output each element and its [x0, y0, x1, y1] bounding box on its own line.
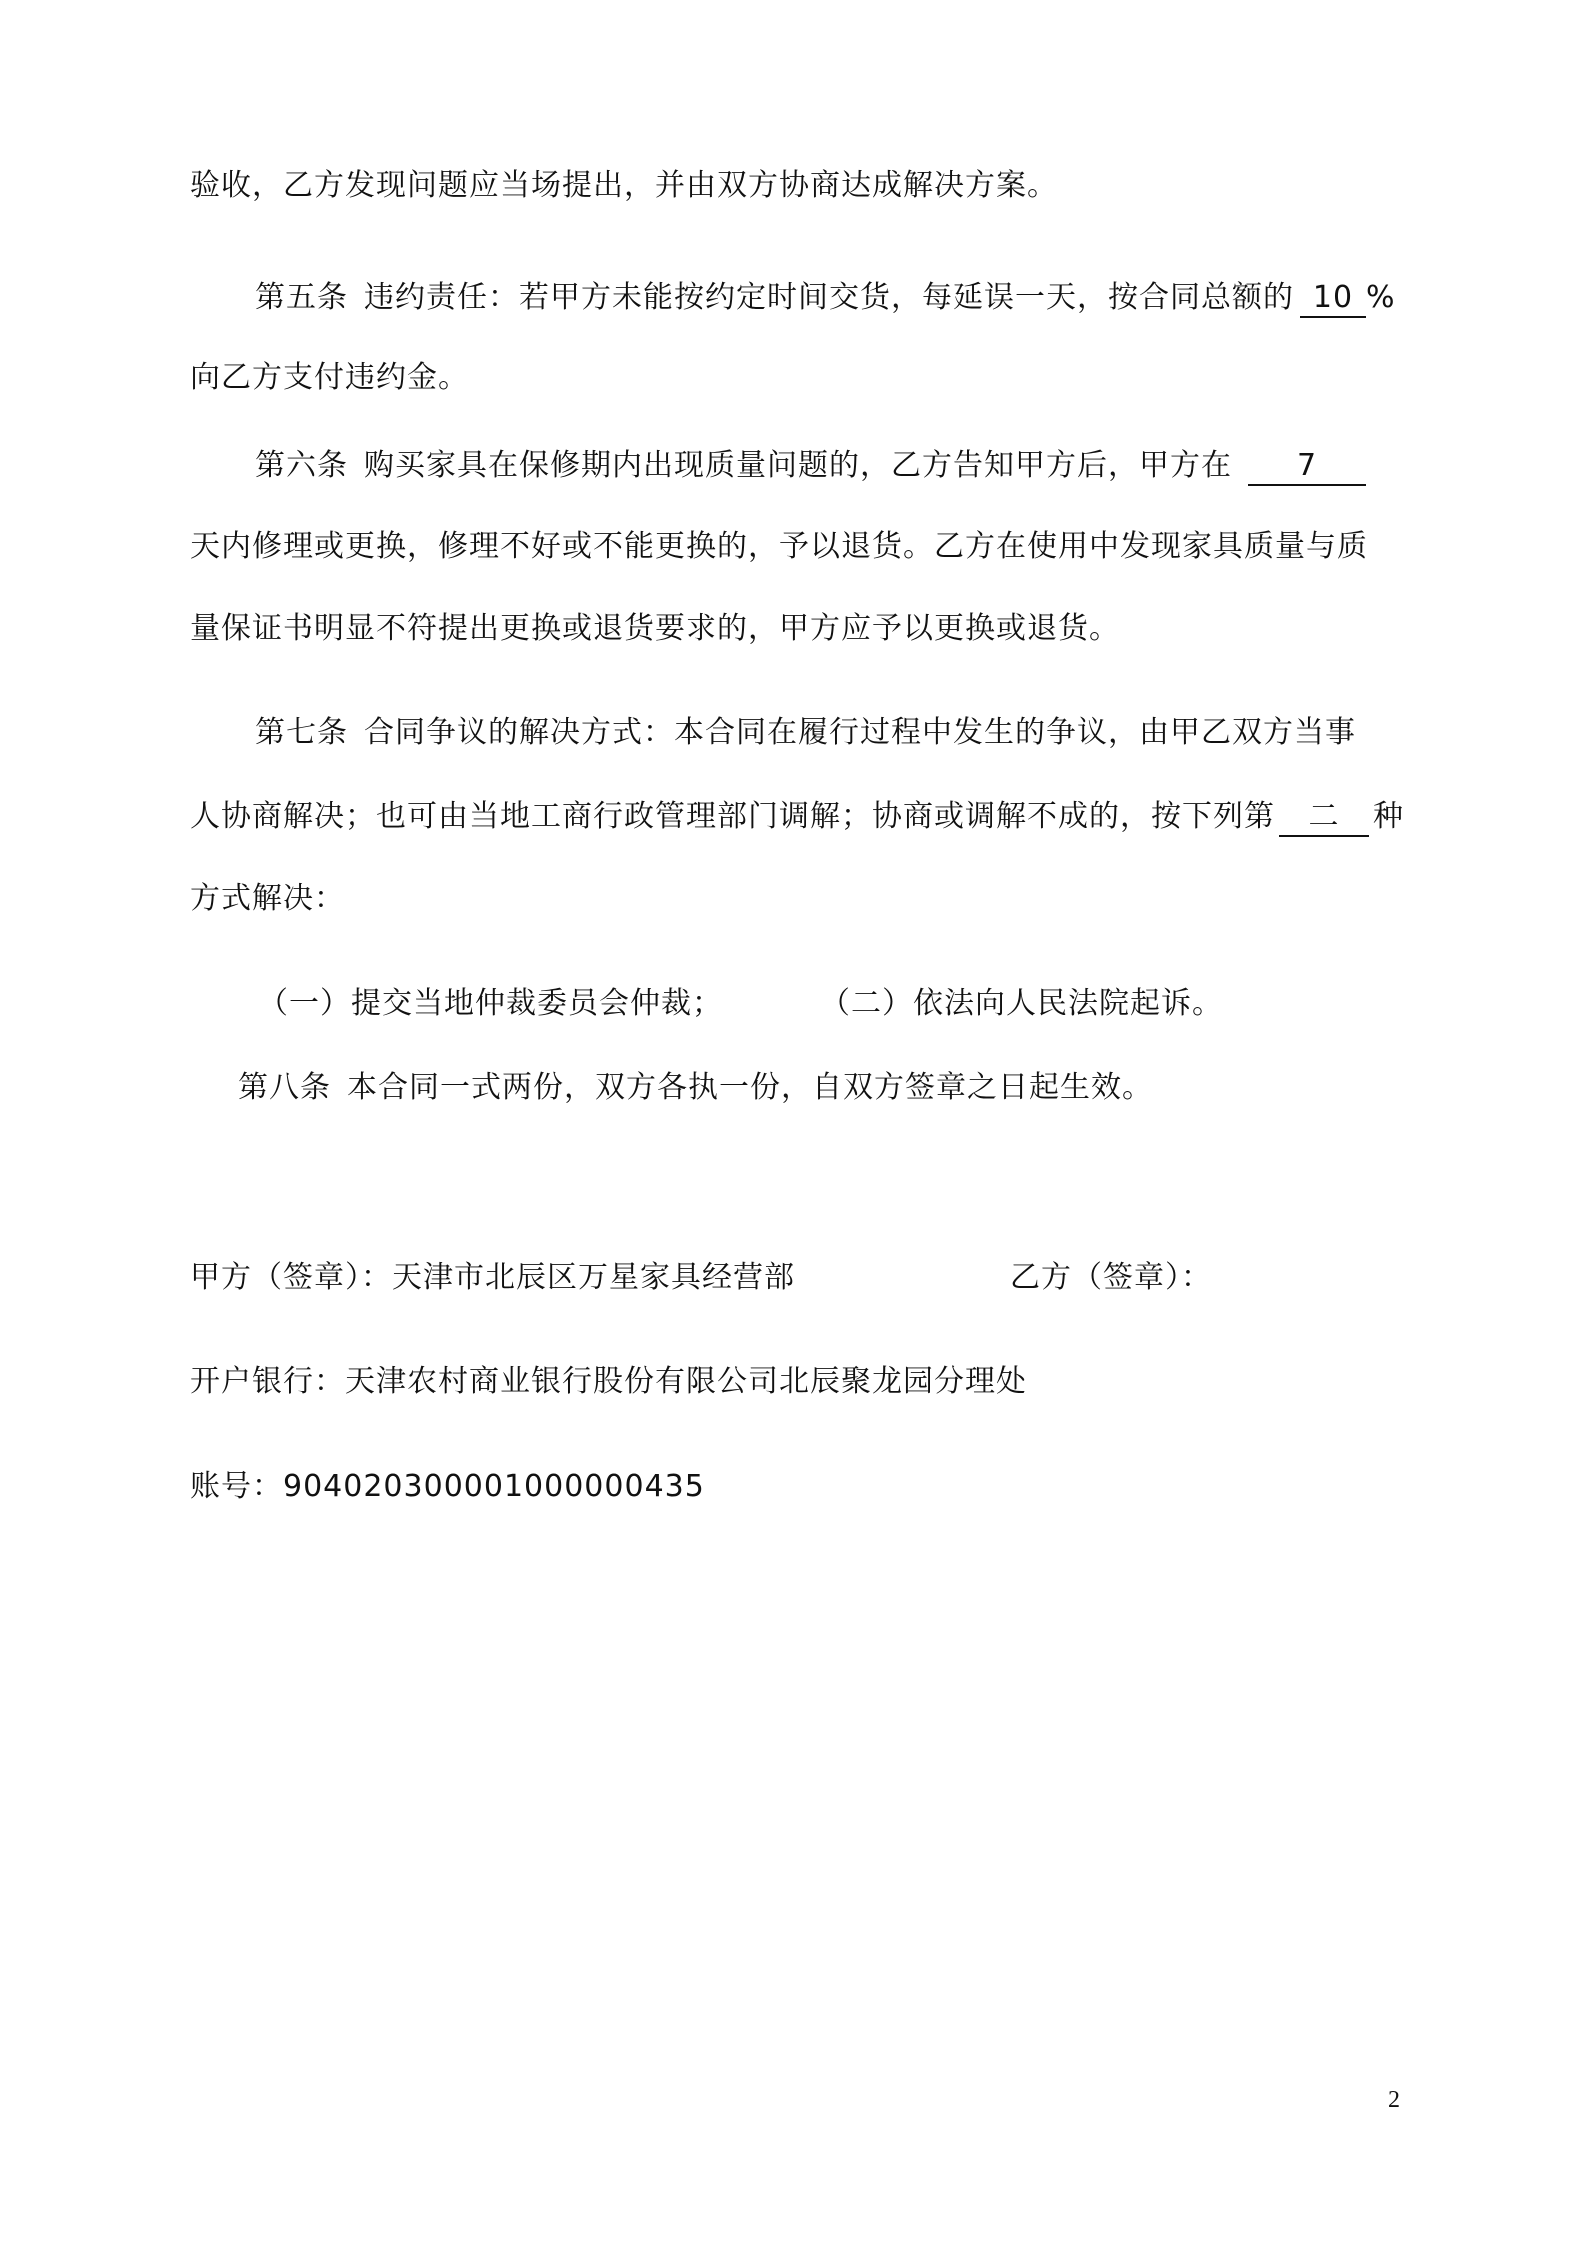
article-5-text: 违约责任：若甲方未能按约定时间交货，每延误一天，按合同总额的 [364, 280, 1294, 315]
party-a-signature: 甲方（签章）：天津市北辰区万星家具经营部 [190, 1260, 795, 1295]
article-6-text: 购买家具在保修期内出现质量问题的，乙方告知甲方后，甲方在 [364, 448, 1232, 483]
article-6-line-2: 天内修理或更换，修理不好或不能更换的，予以退货。乙方在使用中发现家具质量与质 [190, 529, 1368, 564]
article-8-label: 第八条 [238, 1070, 331, 1105]
dispute-option-2: （二）依法向人民法院起诉。 [820, 986, 1223, 1021]
article-7-line-3: 方式解决： [190, 881, 345, 916]
repair-days-field: 7 [1248, 448, 1366, 486]
article-8-text: 本合同一式两份，双方各执一份，自双方签章之日起生效。 [347, 1070, 1153, 1105]
dispute-choice-field: 二 [1279, 799, 1369, 837]
article-7-text-2: 人协商解决；也可由当地工商行政管理部门调解；协商或调解不成的，按下列第 [190, 799, 1275, 834]
article-7-text-2b: 种 [1373, 799, 1404, 834]
penalty-rate-field: 10 [1300, 280, 1366, 318]
article-7-label: 第七条 [255, 715, 348, 750]
article-7-line-1 [255, 713, 1356, 753]
account-number: 账号：904020300001000000435 [190, 1469, 705, 1504]
article-7-text: 合同争议的解决方式：本合同在履行过程中发生的争议，由甲乙双方当事 [364, 715, 1356, 750]
article-5-line-2: 向乙方支付违约金。 [190, 360, 469, 395]
dispute-option-1: （一）提交当地仲裁委员会仲裁； [258, 986, 723, 1021]
article-5-line-1 [255, 278, 1396, 318]
page-number: 2 [1388, 2087, 1400, 2113]
article-7-line-2 [190, 797, 1404, 837]
article-4-tail: 验收，乙方发现问题应当场提出，并由双方协商达成解决方案。 [190, 168, 1058, 203]
article-6-line-1 [255, 446, 1366, 486]
article-8 [238, 1068, 1153, 1108]
party-b-signature: 乙方（签章）： [1010, 1260, 1212, 1295]
percent-sign: % [1366, 280, 1396, 315]
bank-name: 开户银行：天津农村商业银行股份有限公司北辰聚龙园分理处 [190, 1364, 1027, 1399]
article-6-label: 第六条 [255, 448, 348, 483]
article-5-label: 第五条 [255, 280, 348, 315]
article-6-line-3: 量保证书明显不符提出更换或退货要求的，甲方应予以更换或退货。 [190, 611, 1120, 646]
